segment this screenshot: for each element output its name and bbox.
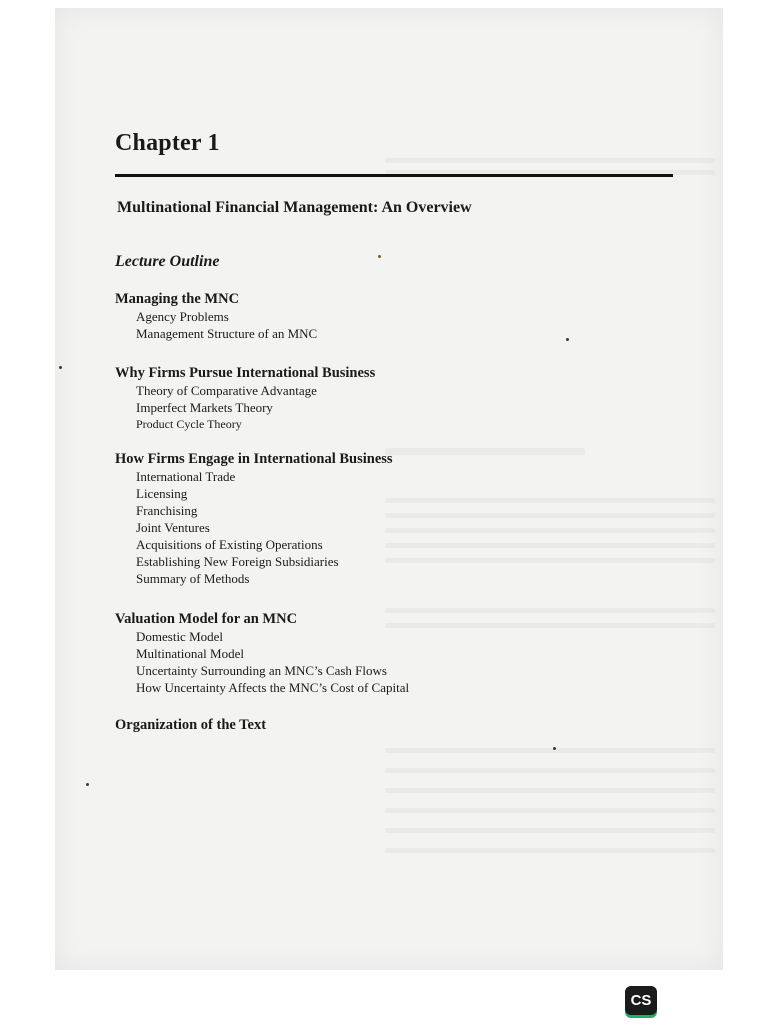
outline-section — [115, 610, 409, 696]
outline-item: Imperfect Markets Theory — [136, 400, 273, 415]
bleed-through-line — [385, 158, 715, 163]
lecture-outline-heading: Lecture Outline — [115, 253, 220, 270]
bleed-through-line — [385, 748, 715, 753]
outline-item: Licensing — [136, 486, 188, 501]
outline-item: Acquisitions of Existing Operations — [136, 537, 323, 552]
scan-speck — [553, 747, 556, 750]
outline-item: Product Cycle Theory — [136, 417, 242, 431]
outline-item: Uncertainty Surrounding an MNC’s Cash Flows — [136, 663, 387, 678]
section-title: Managing the MNC — [115, 291, 240, 307]
section-items — [115, 382, 375, 433]
section-title: Valuation Model for an MNC — [115, 611, 298, 627]
bleed-through-line — [385, 828, 715, 833]
bleed-through-line — [385, 848, 715, 853]
bleed-through-line — [385, 788, 715, 793]
outline-item: Franchising — [136, 503, 198, 518]
document-subtitle: Multinational Financial Management: An Overview — [117, 199, 472, 216]
section-items — [115, 628, 409, 696]
scan-speck — [566, 338, 569, 341]
section-items — [115, 468, 393, 587]
bleed-through-line — [385, 608, 715, 613]
bleed-through-line — [385, 543, 715, 548]
outline-item: International Trade — [136, 469, 236, 484]
outline-section — [115, 364, 375, 433]
bleed-through-line — [385, 558, 715, 563]
outline-item: Establishing New Foreign Subsidiaries — [136, 554, 339, 569]
outline-section — [115, 450, 393, 587]
section-title: Why Firms Pursue International Business — [115, 365, 376, 381]
bleed-through-line — [385, 623, 715, 628]
outline-item: Agency Problems — [136, 309, 229, 324]
section-title: How Firms Engage in International Business — [115, 451, 393, 467]
scanner-badge-label: CS — [630, 992, 652, 1009]
bleed-through-line — [385, 448, 585, 455]
outline-item: Summary of Methods — [136, 571, 250, 586]
title-rule — [115, 174, 673, 177]
outline-item: Joint Ventures — [136, 520, 210, 535]
camscanner-logo-icon — [625, 986, 657, 1015]
chapter-title: Chapter 1 — [115, 130, 220, 156]
bleed-through-line — [385, 768, 715, 773]
outline-item: How Uncertainty Affects the MNC’s Cost of Capital — [136, 680, 410, 695]
outline-section — [115, 290, 317, 342]
bleed-through-line — [385, 528, 715, 533]
section-items — [115, 308, 317, 342]
scan-speck — [59, 366, 62, 369]
outline-item: Theory of Comparative Advantage — [136, 383, 317, 398]
outline-item: Domestic Model — [136, 629, 224, 644]
outline-item: Management Structure of an MNC — [136, 326, 318, 341]
outline-section — [115, 716, 266, 734]
section-title: Organization of the Text — [115, 717, 267, 733]
outline-item: Multinational Model — [136, 646, 244, 661]
bleed-through-line — [385, 808, 715, 813]
bleed-through-line — [385, 498, 715, 503]
bleed-through-line — [385, 513, 715, 518]
scan-speck — [86, 783, 89, 786]
scan-speck — [378, 255, 381, 258]
